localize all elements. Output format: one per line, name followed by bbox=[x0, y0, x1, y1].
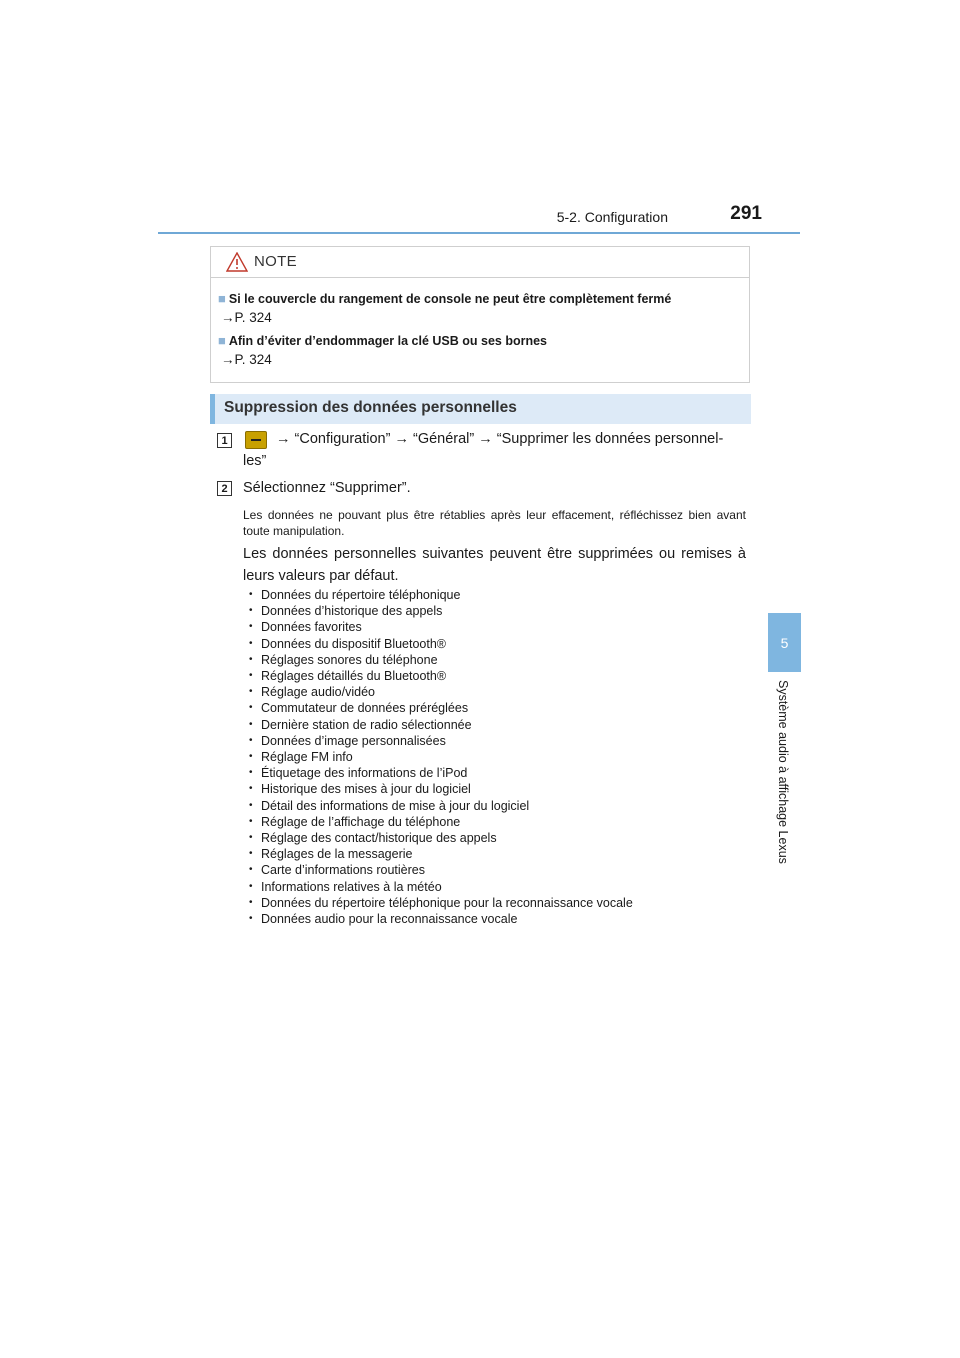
note-item-heading: ■ Afin d’éviter d’endommager la clé USB ou ses bornes bbox=[218, 333, 547, 348]
list-item: • Étiquetage des informations de l’iPod bbox=[249, 765, 633, 781]
list-item: • Réglages détaillés du Bluetooth® bbox=[249, 668, 633, 684]
arrow-icon: → bbox=[221, 352, 235, 367]
list-item: • Réglages de la messagerie bbox=[249, 846, 633, 862]
note-box bbox=[210, 246, 750, 383]
square-bullet-icon: ■ bbox=[218, 291, 226, 306]
chapter-tab bbox=[768, 613, 801, 672]
body-paragraph: Les données personnelles suivantes peuvent être supprimées ou remises à leurs valeurs par défaut. bbox=[243, 546, 746, 584]
note-item-heading: ■ Si le couvercle du rangement de console ne peut être complètement fermé bbox=[218, 291, 672, 306]
list-item: • Réglages sonores du téléphone bbox=[249, 652, 633, 668]
list-item: • Données favorites bbox=[249, 619, 633, 635]
note-header bbox=[211, 247, 749, 278]
section-heading-bar bbox=[210, 394, 751, 424]
chapter-number: 5 bbox=[780, 634, 789, 651]
note-title: NOTE bbox=[254, 253, 297, 270]
list-item: • Commutateur de données préréglées bbox=[249, 700, 633, 716]
list-item: • Détail des informations de mise à jour du logiciel bbox=[249, 798, 633, 814]
list-item: • Données audio pour la reconnaissance vocale bbox=[249, 911, 633, 927]
header-divider bbox=[158, 232, 800, 234]
list-item: • Réglage de l’affichage du téléphone bbox=[249, 814, 633, 830]
list-item: • Données d’historique des appels bbox=[249, 603, 633, 619]
step-number-badge: 2 bbox=[217, 481, 232, 496]
section-title: Suppression des données personnelles bbox=[224, 399, 517, 416]
chapter-label bbox=[776, 680, 794, 890]
list-item: • Réglage audio/vidéo bbox=[249, 684, 633, 700]
list-item: • Données d’image personnalisées bbox=[249, 733, 633, 749]
note-item-reference: →P. 324 bbox=[221, 352, 272, 367]
list-item: • Données du répertoire téléphonique pour la reconnaissance vocale bbox=[249, 895, 633, 911]
step-1-text-continued: les” bbox=[243, 453, 267, 469]
list-item: • Historique des mises à jour du logiciel bbox=[249, 781, 633, 797]
list-item: • Réglage FM info bbox=[249, 749, 633, 765]
arrow-icon: → bbox=[221, 310, 235, 325]
list-item: • Réglage des contact/historique des appels bbox=[249, 830, 633, 846]
header-section-title: 5-2. Configuration bbox=[556, 209, 668, 225]
list-item: • Données du dispositif Bluetooth® bbox=[249, 636, 633, 652]
list-item: • Données du répertoire téléphonique bbox=[249, 587, 633, 603]
step-number-badge: 1 bbox=[217, 433, 232, 448]
step-1-text: → “Configuration” → “Général” → “Supprimer les données personnel- bbox=[276, 431, 724, 447]
menu-button-icon bbox=[245, 431, 267, 449]
small-note: Les données ne pouvant plus être rétablies après leur effacement, réfléchissez bien avant toute manipulation. bbox=[243, 508, 746, 538]
square-bullet-icon: ■ bbox=[218, 333, 226, 348]
note-item-reference: →P. 324 bbox=[221, 310, 272, 325]
data-list bbox=[249, 587, 633, 927]
warning-icon bbox=[226, 252, 248, 272]
step-2-text: Sélectionnez “Supprimer”. bbox=[243, 480, 411, 496]
list-item: • Dernière station de radio sélectionnée bbox=[249, 717, 633, 733]
list-item: • Carte d’informations routières bbox=[249, 862, 633, 878]
page-number: 291 bbox=[730, 203, 762, 224]
chapter-label-text: Système audio à affichage Lexus bbox=[776, 680, 790, 864]
list-item: • Informations relatives à la météo bbox=[249, 879, 633, 895]
